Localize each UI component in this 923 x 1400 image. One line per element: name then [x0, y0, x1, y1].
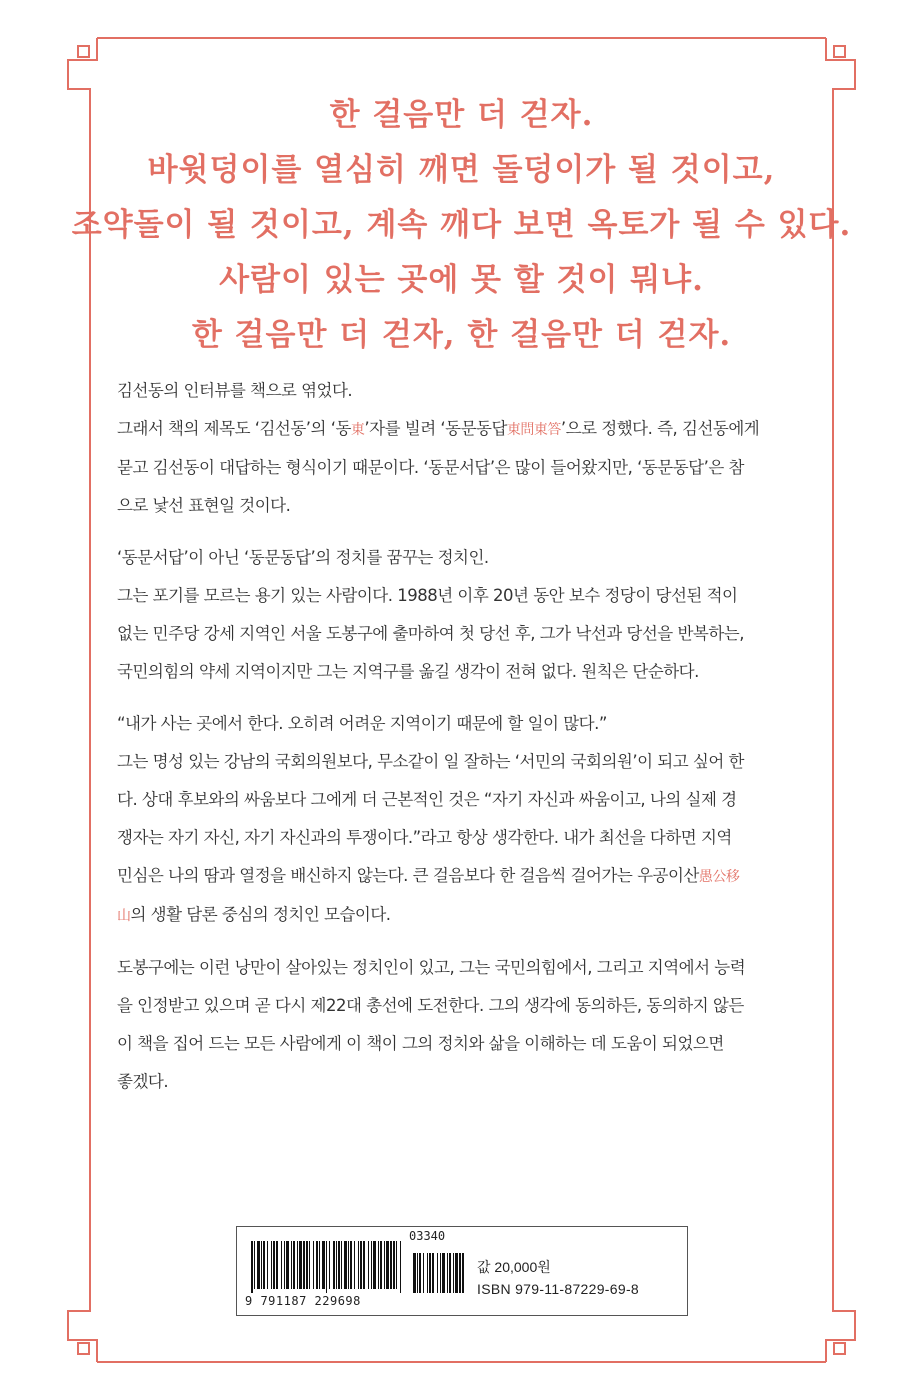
barcode-bar — [293, 1241, 295, 1289]
barcode-addon-bar — [459, 1253, 461, 1293]
barcode-bar — [257, 1241, 260, 1289]
p1-line-3: 묻고 김선동이 대답하는 형식이기 때문이다. ‘동문서답’은 많이 들어왔지만, ‘동문동답’은 참 — [117, 458, 744, 477]
price-label: 값 20,000원 — [477, 1259, 551, 1275]
barcode-addon-bar — [427, 1253, 428, 1293]
barcode-addon-bar — [432, 1253, 434, 1293]
hanja-ugongisan-1: 愚公移 — [698, 869, 740, 885]
barcode-bar — [400, 1241, 401, 1293]
p3-line-5 — [117, 857, 817, 896]
barcode-addon-bar — [462, 1253, 464, 1293]
p4-line-4: 좋겠다. — [117, 1072, 169, 1091]
p1-line-1: 김선동의 인터뷰를 책으로 엮었다. — [117, 381, 353, 400]
p4-line-1: 도봉구에는 이런 낭만이 살아있는 정치인이 있고, 그는 국민의힘에서, 그리고 지역에서 능력 — [117, 958, 746, 977]
barcode-addon-bar — [442, 1253, 445, 1293]
p4-line-2: 을 인정받고 있으며 곧 다시 제22대 총선에 도전한다. 그의 생각에 동의하든, 동의하지 않든 — [117, 996, 744, 1015]
barcode-bar — [251, 1241, 253, 1293]
barcode-addon-bar — [419, 1253, 421, 1293]
barcode-bar — [316, 1241, 318, 1289]
barcode-bar — [390, 1241, 392, 1289]
paragraph-4 — [117, 949, 817, 1101]
barcode-bar — [336, 1241, 337, 1289]
body-text — [117, 372, 817, 1115]
barcode-addon-bar — [440, 1253, 441, 1293]
barcode-digits: 9 791187 229698 — [245, 1294, 361, 1308]
barcode-addon-bar — [449, 1253, 451, 1293]
barcode-bar — [378, 1241, 379, 1289]
hanja-ugongisan-2: 山 — [117, 908, 131, 924]
barcode-bar — [341, 1241, 342, 1289]
barcode-bar — [303, 1241, 305, 1289]
barcode-bar — [360, 1241, 362, 1289]
barcode-bar — [358, 1241, 359, 1289]
barcode-addon-bar — [417, 1253, 418, 1293]
barcode-bar — [368, 1241, 369, 1289]
barcode-bar — [344, 1241, 347, 1289]
p4-line-3: 이 책을 집어 드는 모든 사람에게 이 책이 그의 정치와 삶을 이해하는 데 도움이 되었으면 — [117, 1034, 724, 1053]
barcode-bar — [348, 1241, 349, 1289]
barcode-bar — [313, 1241, 314, 1289]
barcode-bar — [254, 1241, 255, 1289]
barcode-bar — [263, 1241, 265, 1289]
barcode-bar — [329, 1241, 330, 1289]
barcode-bar — [273, 1241, 275, 1289]
barcode-bar — [309, 1241, 310, 1289]
quote-line-5: 한 걸음만 더 걷자, 한 걸음만 더 걷자. — [191, 317, 732, 353]
barcode-addon-bar — [429, 1253, 431, 1293]
barcode-bar — [384, 1241, 385, 1289]
p1-line-4: 으로 낯선 표현일 것이다. — [117, 496, 291, 515]
quote-line-1: 한 걸음만 더 걷자. — [329, 97, 594, 133]
p1-line-2b: ’자를 빌려 ‘동문동답 — [364, 419, 507, 438]
p2-line-1: ‘동문서답’이 아닌 ‘동문동답’의 정치를 꿈꾸는 정치인. — [117, 548, 489, 567]
barcode-bar — [286, 1241, 289, 1289]
barcode-bar — [326, 1241, 327, 1293]
p1-line-2c: ’으로 정했다. 즉, 김선동에게 — [560, 419, 760, 438]
barcode-addon-bar — [453, 1253, 454, 1293]
p2-line-4: 국민의힘의 약세 지역이지만 그는 지역구를 옮길 생각이 전혀 없다. 원칙은 단순하다. — [117, 662, 699, 681]
paragraph-3 — [117, 705, 817, 935]
p3-line-6b: 의 생활 담론 중심의 정치인 모습이다. — [130, 905, 391, 924]
barcode-bar — [393, 1241, 395, 1289]
p2-line-3: 없는 민주당 강세 지역인 서울 도봉구에 출마하여 첫 당선 후, 그가 낙선과 당선을 반복하는, — [117, 624, 744, 643]
barcode-panel — [236, 1226, 688, 1316]
barcode-bar — [380, 1241, 382, 1289]
barcode-bar — [291, 1241, 292, 1289]
quote-line-4: 사람이 있는 곳에 못 할 것이 뭐냐. — [219, 262, 704, 298]
isbn-label: ISBN 979-11-87229-69-8 — [477, 1281, 639, 1297]
p1-line-2 — [117, 410, 817, 449]
barcode-bar — [261, 1241, 262, 1289]
barcode-bar — [319, 1241, 320, 1289]
p3-line-6 — [117, 896, 817, 935]
barcode-addon-bar — [455, 1253, 458, 1293]
barcode-addon-bar — [423, 1253, 424, 1293]
barcode-bar — [284, 1241, 285, 1289]
barcode-addon-digits: 03340 — [409, 1229, 446, 1243]
p3-line-3: 다. 상대 후보와의 싸움보다 그에게 더 근본적인 것은 “자기 자신과 싸움이고, 나의 실제 경 — [117, 790, 737, 809]
barcode-bar — [333, 1241, 335, 1289]
p3-line-5a: 민심은 나의 땀과 열정을 배신하지 않는다. 큰 걸음보다 한 걸음씩 걸어가는 우공이산 — [117, 866, 699, 885]
barcode-bar — [396, 1241, 397, 1289]
p2-line-2: 그는 포기를 모르는 용기 있는 사람이다. 1988년 이후 20년 동안 보수 정당이 당선된 적이 — [117, 586, 738, 605]
barcode-bar — [373, 1241, 376, 1289]
quote-line-2: 바윗덩이를 열심히 깨면 돌덩이가 될 것이고, — [147, 152, 776, 188]
barcode-bar — [386, 1241, 389, 1289]
barcode-bar — [363, 1241, 365, 1289]
p3-line-4: 쟁자는 자기 자신, 자기 자신과의 투쟁이다.”라고 항상 생각한다. 내가 최선을 다하면 지역 — [117, 828, 732, 847]
p3-line-1: “내가 사는 곳에서 한다. 오히려 어려운 지역이기 때문에 할 일이 많다.” — [117, 714, 607, 733]
barcode-addon-bar — [413, 1253, 416, 1293]
paragraph-2 — [117, 539, 817, 691]
barcode-addon-bar — [447, 1253, 448, 1293]
p3-line-2: 그는 명성 있는 강남의 국회의원보다, 무소같이 일 잘하는 ‘서민의 국회의원’이 되고 싶어 한 — [117, 752, 744, 771]
barcode-bar — [267, 1241, 268, 1289]
barcode-bar — [322, 1241, 325, 1289]
barcode-bar — [297, 1241, 298, 1289]
barcode-bars — [251, 1241, 466, 1293]
quote-line-3: 조약돌이 될 것이고, 계속 깨다 보면 옥토가 될 수 있다. — [71, 207, 852, 243]
barcode-bar — [350, 1241, 352, 1289]
pull-quote — [0, 88, 923, 363]
barcode-bar — [306, 1241, 308, 1289]
barcode-bar — [276, 1241, 278, 1289]
hanja-dongmundongdap: 東問東答 — [506, 422, 561, 438]
barcode-bar — [338, 1241, 340, 1289]
barcode-bar — [371, 1241, 372, 1289]
barcode-bar — [281, 1241, 282, 1289]
barcode-bar — [271, 1241, 272, 1289]
paragraph-1 — [117, 372, 817, 525]
barcode-bar — [299, 1241, 302, 1289]
barcode-bar — [354, 1241, 355, 1289]
hanja-dong: 東 — [350, 422, 365, 438]
p1-line-2a: 그래서 책의 제목도 ‘김선동’의 ‘동 — [117, 419, 351, 438]
barcode-addon-bar — [437, 1253, 438, 1293]
